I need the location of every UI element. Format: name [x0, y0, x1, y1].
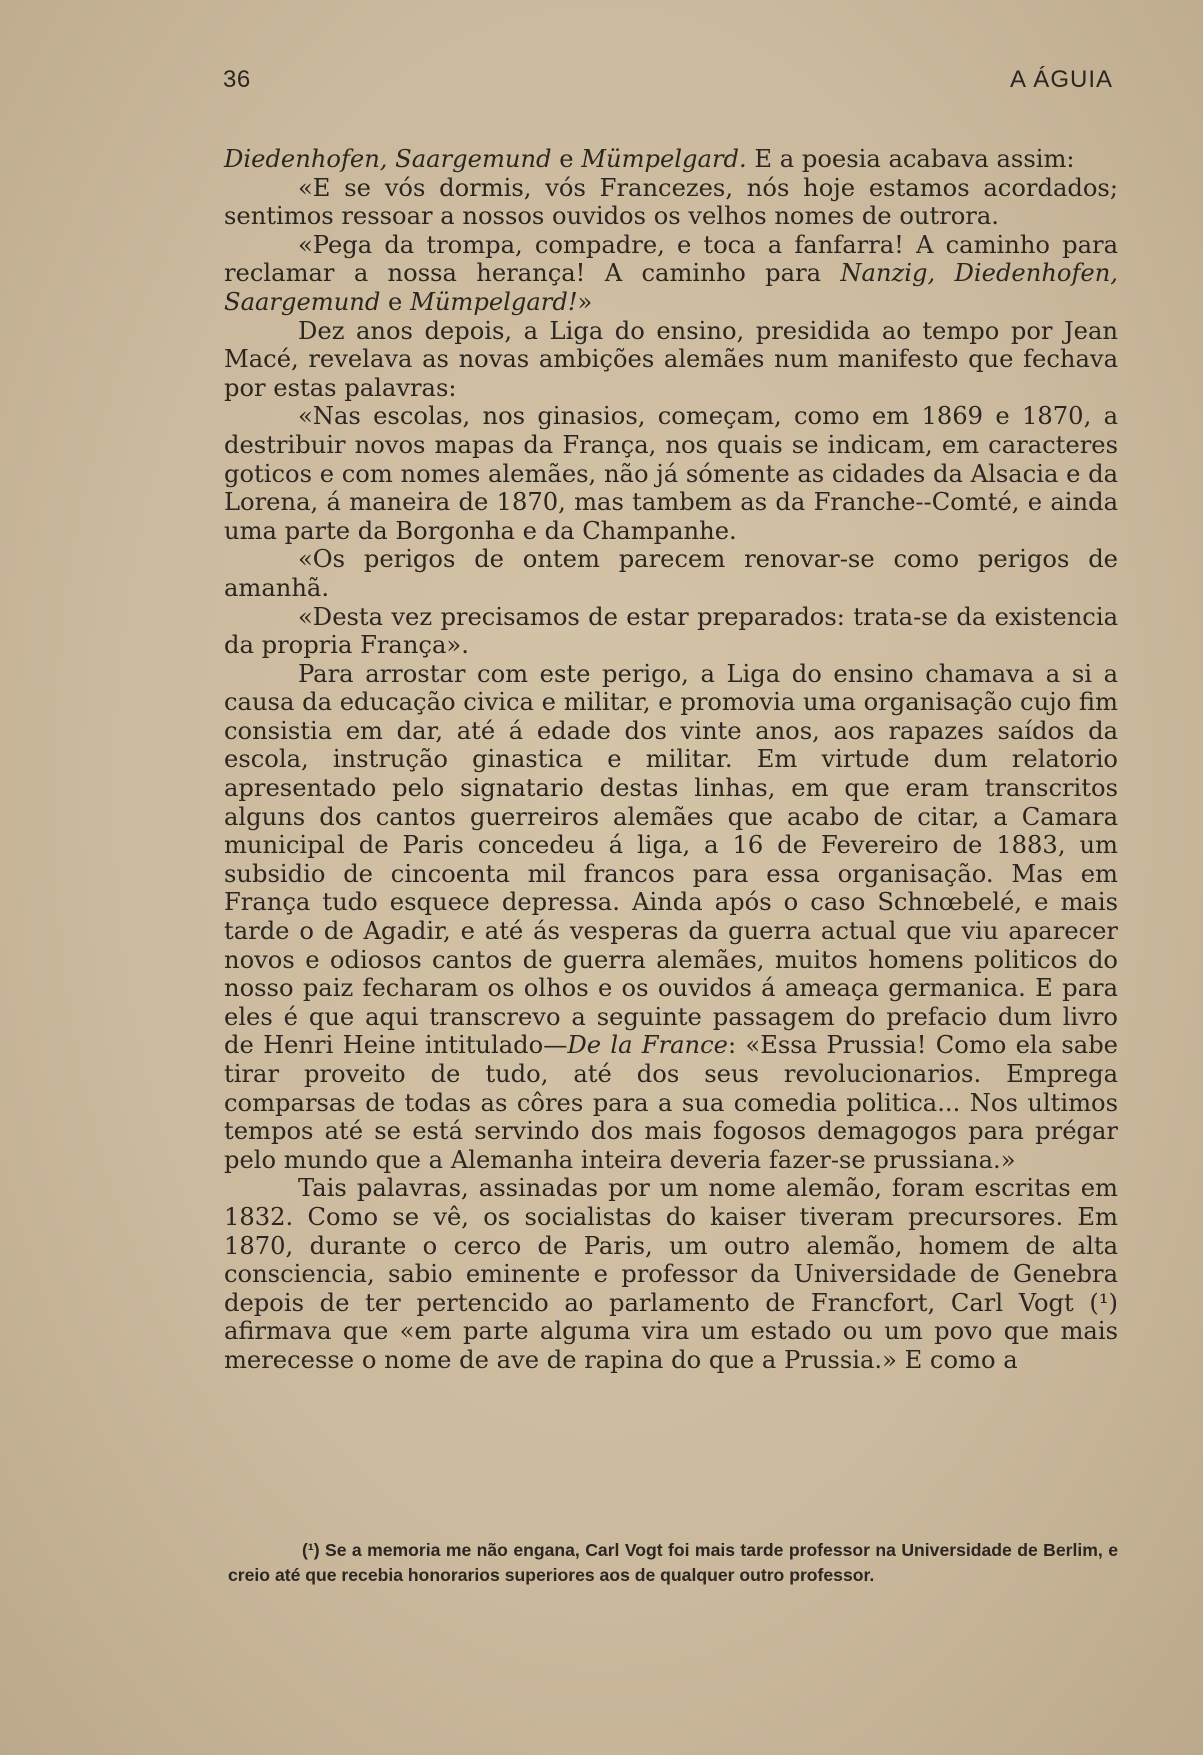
paragraph: «E se vós dormis, vós Francezes, nós hoje estamos acordados; sentimos ressoar a nossos ouvidos os velhos nomes de outrora. [224, 173, 1118, 231]
book-title: De la France [567, 1031, 728, 1060]
footnote-reference[interactable]: (¹) [1089, 1288, 1118, 1317]
paragraph: Dez anos depois, a Liga do ensino, presidida ao tempo por Jean Macé, revelava as novas ambições alemães num manifesto que fechava por estas palavras: [224, 316, 1118, 402]
text-run: » [577, 287, 593, 316]
text-run: afirmava que «em parte alguma vira um estado ou um povo que mais merecesse o nome de ave de rapina do que a Prussia.» E como a [224, 1317, 1118, 1374]
paragraph [224, 1174, 1118, 1374]
running-title: A ÁGUIA [1009, 66, 1113, 93]
italic-names: Mümpelgard. [581, 145, 747, 173]
text-run: e [551, 145, 582, 173]
paragraph: «Nas escolas, nos ginasios, começam, como em 1869 e 1870, a destribuir novos mapas da França, nos quais se indicam, em caracteres goticos e com nomes alemães, não já sómente as cidades da Alsacia e da Lorena, á maneira de 1870, mas tambem as da Franche--Comté, e ainda uma parte da Borgonha e da Champanhe. [224, 402, 1118, 545]
footnote [228, 1538, 1118, 1588]
page-header [223, 66, 1113, 106]
page-number: 36 [223, 66, 251, 93]
text-run: Tais palavras, assinadas por um nome alemão, foram escritas em 1832. Como se vê, os socialistas do kaiser tiveram precursores. Em 1870, durante o cerco de Paris, um outro alemão, homem de alta consciencia, sabio eminente e professor da Universidade de Genebra depois de ter pertencido ao parlamento de Francfort, Carl Vogt [224, 1174, 1118, 1317]
paragraph [224, 145, 1118, 174]
text-run: E a poesia acabava assim: [746, 145, 1075, 173]
paragraph: «Os perigos de ontem parecem renovar-se como perigos de amanhã. [224, 545, 1118, 602]
paragraph [224, 660, 1118, 1175]
text-run: «Pega da trompa, compadre, e toca a fanfarra! A caminho para reclamar a nossa herança! A caminho para [224, 230, 1118, 288]
footnote-text: (¹) Se a memoria me não engana, Carl Vogt foi mais tarde professor na Universidade de Berlim, e creio até que recebia honorarios superiores aos de qualquer outro professor. [228, 1540, 1118, 1585]
text-run: : «Essa Prussia! Como ela sabe tirar proveito de tudo, até dos seus revolucionarios. Emprega comparsas de todas as côres para a sua comedia politica... Nos ultimos tempos até se está servindo dos mais fogosos demagogos para prégar pelo mundo que a Alemanha inteira deveria fazer-se prussiana.» [224, 1031, 1118, 1174]
paragraph [224, 231, 1118, 317]
italic-names: Diedenhofen, Saargemund [224, 145, 552, 173]
text-run: e [380, 287, 411, 316]
italic-names: Nanzig, Diedenhofen, Saargemund [224, 259, 1118, 316]
body-text [224, 145, 1118, 1375]
italic-names: Mümpelgard! [410, 287, 578, 316]
text-run: Para arrostar com este perigo, a Liga do ensino chamava a si a causa da educação civica e militar, e promovia uma organisação cujo fim consistia em dar, até á edade dos vinte anos, aos rapazes saídos da escola, instrução ginastica e militar. Em virtude dum relatorio apresentado pelo signatario destas linhas, em que eram transcritos alguns dos cantos guerreiros alemães que acabo de citar, a Camara municipal de Paris concedeu á liga, a 16 de Fevereiro de 1883, um subsidio de cincoenta mil francos para essa organisação. Mas em França tudo esquece depressa. Ainda após o caso Schnœbelé, e mais tarde o de Agadir, e até ás vesperas da guerra actual que viu aparecer novos e odiosos cantos de guerra alemães, muitos homens politicos do nosso paiz fecharam os olhos e os ouvidos á ameaça germanica. E para eles é que aqui transcrevo a seguinte passagem do prefacio dum livro de Henri Heine intitulado— [224, 659, 1118, 1060]
paragraph: «Desta vez precisamos de estar preparados: trata-se da existencia da propria França». [224, 602, 1118, 660]
